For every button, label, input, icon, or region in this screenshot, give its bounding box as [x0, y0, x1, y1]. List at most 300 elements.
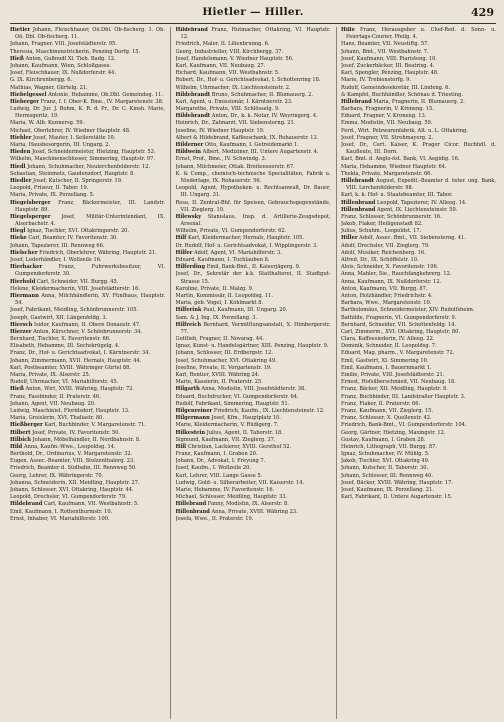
directory-entry — [341, 178, 496, 192]
directory-entry — [341, 200, 496, 207]
entry-details: Otto, Kaufmann, I. Getreidemarkt 1. — [204, 142, 299, 148]
directory-entry — [341, 408, 496, 415]
directory-entry — [10, 343, 165, 350]
entry-details: Josefa, Wwe., II. Praterstr. 19. — [175, 515, 254, 522]
entry-details: Leopold, Tapezierer, IV. Alleeg. 14. — [377, 199, 467, 206]
entry-surname: Hiebelgessel — [10, 91, 47, 98]
directory-entry — [176, 99, 331, 106]
entry-surname: Hilbich — [10, 436, 31, 443]
entry-details: Adolf, Drechsler, VII. Zieglerg. 79. — [341, 242, 430, 249]
directory-entry — [10, 171, 165, 178]
entry-details: Rudolf, Gemeindesekretär, III. Lindeng. 6. — [341, 84, 450, 91]
directory-entry — [10, 408, 165, 415]
directory-entry — [341, 451, 496, 458]
directory-entry — [341, 63, 496, 70]
entry-details: Marie, Kleidermacherin, V. Rüdigerg. 7. — [175, 422, 279, 429]
entry-surname: Hillebrandt — [341, 177, 375, 184]
directory-entry — [341, 494, 496, 501]
directory-columns — [10, 27, 496, 719]
directory-entry — [341, 386, 496, 393]
entry-details: Josef, Kaufmann, VIII. Piaristeng. 10. — [341, 55, 438, 62]
entry-details: Bernhard, Tischler, X. Favoritenstr. 66. — [10, 336, 111, 343]
entry-details: Anton, Dr., k. k. Notar, IV. Weyringerg. 4. — [211, 113, 318, 120]
entry-details: Josef, Kaufmann, IX. Porzellang. 21. — [341, 487, 434, 493]
entry-surname: Hilbert — [10, 429, 31, 436]
directory-entry — [10, 365, 165, 372]
entry-details: Georg, Gärtner, Hietzing, Maxingstr. 12. — [341, 429, 446, 436]
entry-surname: Hilferding — [175, 264, 206, 271]
directory-entry — [176, 49, 331, 56]
directory-entry — [176, 250, 331, 257]
entry-details: Anton, Holzhändler, Friedrichstr. 4. — [341, 292, 433, 299]
directory-entry — [10, 307, 165, 314]
entry-surname: Hierhacker — [10, 264, 43, 271]
directory-column-3 — [341, 27, 496, 719]
entry-details: Friedrich, Maler, II. Lilienbrunng. 6. — [175, 41, 270, 48]
directory-entry — [10, 279, 165, 286]
directory-entry — [10, 128, 165, 135]
entry-details: Marie, Kassierin, II. Praterstr. 25. — [175, 379, 263, 386]
entry-details: Dr. Rudolf, Hof- u. Gerichtsadvokat, I. Wipplingerstr. 3. — [175, 242, 318, 249]
entry-details: Anton, Wirt, XVIII. Währing, Hauptstr. 72. — [25, 386, 135, 393]
entry-details: Josef, Fabrikant, Meidling, Schönbrunnerstr. 105. — [10, 307, 139, 314]
entry-details: Maria, W. Alb. Kunnersg. 59. — [10, 120, 85, 127]
directory-entry — [10, 149, 165, 156]
directory-entry — [176, 243, 331, 250]
entry-details: Karl, Bmt. d. Anglo-öst. Bank, VI. Aegidig. 16. — [341, 156, 460, 163]
entry-details: Heinrich, Lithograph, VII. Burgg. 87. — [341, 443, 437, 450]
directory-entry — [341, 350, 496, 357]
entry-details: Leopold, Drechsler, VI. Gumpendorferstr. 79. — [10, 494, 127, 501]
directory-entry — [10, 92, 165, 99]
directory-entry — [10, 415, 165, 422]
directory-entry — [10, 516, 165, 523]
directory-entry — [176, 300, 331, 307]
directory-entry — [176, 415, 331, 422]
entry-details: Josef, Handelsmann, V. Wiedner Hauptstr. 56. — [175, 55, 294, 62]
entry-details: Johann, Kutscher, II. Taborstr. 30. — [341, 465, 429, 472]
entry-surname: Hillenbrand — [341, 199, 376, 206]
directory-entry — [341, 422, 496, 429]
entry-details: Franz, Fiaker, II. Praterstr. 66. — [341, 400, 421, 407]
entry-details: Franz, Schlosser, Schönbrunnerstr. 16. — [341, 213, 442, 220]
entry-details: Jakob, Fiaker, Heiligenstadt 82. — [341, 221, 423, 228]
entry-surname: Hillebrand — [175, 501, 207, 508]
directory-entry — [341, 171, 496, 178]
entry-details: Maria, Private, IX. Alserstr. 25. — [10, 372, 91, 378]
entry-details: Eugen, Assec.-Beamter, VIII. Stolzenthalerg. 23. — [10, 458, 135, 465]
entry-details: Ludwig, Gold- u. Silberarbeiter, VII. Kaiserstr. 14. — [175, 479, 305, 486]
directory-entry — [176, 430, 331, 437]
entry-details: Rosa, II. Zentral-Bhf. für Speisen, Gebrauchsgegenstände, VII. Zieglerg. 10. — [175, 199, 331, 213]
entry-details: Josef, Schneidermeister, Hietzing, Hauptstr. 53. — [32, 149, 156, 156]
entry-surname: Hietler — [10, 27, 31, 33]
entry-details: K. & Comp., chemisch-technische Specialitäten, Fabrik u. Niederlage, IX. Rohauerstr. 56. — [175, 170, 331, 184]
directory-entry — [341, 214, 496, 221]
directory-entry — [341, 156, 496, 163]
directory-entry — [341, 250, 496, 257]
directory-entry — [341, 430, 496, 437]
directory-entry — [176, 458, 331, 465]
entry-surname: Hieke — [10, 235, 27, 242]
directory-entry — [10, 350, 165, 357]
entry-details: Bathilde, Fragnerin, VI. Gumpendorferstr. 9. — [341, 314, 457, 321]
directory-entry — [341, 322, 496, 329]
entry-details: Karl, Kaufmann, VII. Neubaug. 27. — [175, 62, 266, 69]
entry-details: Franz, Hutmacher, Ottakring, VI. Hauptstr. 12. — [180, 27, 331, 41]
entry-details: Dominik, Schneider, II. Leopoldsg. 7. — [341, 343, 437, 350]
entry-details: Robert, Dr., Hof- u. Gerichtsadvokat, I. Schottenring 18. — [175, 77, 321, 84]
directory-entry — [176, 444, 331, 451]
directory-entry — [10, 329, 165, 336]
entry-details: Johann, Dr., Advokat, I. Freyung 7. — [175, 458, 266, 465]
entry-surname: Hieberger — [10, 98, 39, 105]
directory-entry — [176, 27, 331, 41]
directory-entry — [10, 487, 165, 494]
entry-surname: Hilfreich — [175, 321, 202, 328]
directory-entry — [10, 235, 165, 242]
entry-details: Johann, Kaufmann, Wien, Schloßgasse. — [10, 62, 112, 69]
entry-details: Johanna, Schneiderin, XII. Meidling, Hauptstr. 27. — [10, 479, 140, 486]
entry-details: Thekla, Private, Margaretenstr. 66. — [341, 170, 433, 177]
directory-entry — [10, 379, 165, 386]
directory-entry — [10, 192, 165, 199]
directory-entry — [10, 293, 165, 307]
entry-surname: Hilferink — [175, 307, 202, 314]
entry-surname: Hieß — [10, 386, 24, 393]
directory-entry — [176, 63, 331, 70]
entry-details: Eduard, Kaufmann, I. Tuchlauben 8. — [175, 257, 270, 263]
directory-entry — [341, 480, 496, 487]
directory-entry — [176, 509, 331, 516]
directory-entry — [341, 113, 496, 120]
entry-details: Johann, Fragner. VIII. Josefstädterstr. 95. — [10, 41, 117, 48]
directory-entry — [341, 329, 496, 336]
entry-surname: Hiedl — [10, 163, 26, 170]
directory-entry — [10, 336, 165, 343]
directory-entry — [10, 228, 165, 235]
entry-details: Karl, Kleidermacher, Hernals, Hauptstr. 105. — [188, 235, 304, 242]
entry-surname: Hilderner — [175, 142, 204, 148]
directory-entry — [176, 408, 331, 415]
directory-entry — [176, 85, 331, 92]
entry-details: Franz, Buchbinder, III. Landstraßer Hauptstr. 3. — [341, 393, 466, 400]
entry-details: Carl, Kaufmann, VII. Westbahnstr. 5. — [43, 501, 139, 508]
directory-entry — [341, 271, 496, 278]
directory-entry — [341, 365, 496, 372]
page-number: 429 — [471, 6, 494, 19]
directory-entry — [10, 451, 165, 458]
entry-details: Karl, Spengler, Penzing, Hauptstr. 48. — [341, 70, 439, 77]
entry-details: Friedrich, Beamter d. Südbahn, III. Rennweg 50. — [10, 465, 137, 472]
directory-entry — [10, 243, 165, 250]
entry-surname: Hilewsky — [175, 213, 202, 220]
entry-details: Adolf, Assec. Bmt., VII. Siebensterng. 41. — [359, 235, 466, 242]
entry-details: Barbara, Fragnerin, V. Kroneng. 15. — [341, 106, 434, 113]
entry-details: Clara, Kaffeesiederin, IV. Alleeg. 22. — [341, 336, 435, 343]
entry-details: Johann, Bmt., VII. Westbahnstr. 7. — [341, 48, 429, 55]
directory-entry — [10, 394, 165, 401]
entry-details: Berthold, Dr., Ordinarius, V. Margaretenstr. 32. — [10, 451, 133, 458]
entry-details: Anna, Milchhändlerin, XV. Fünfhaus, Hauptstr. 54. — [15, 292, 165, 307]
directory-entry — [10, 63, 165, 70]
directory-entry — [341, 358, 496, 365]
entry-details: Emil, Kaufmann, I. Rothenthurmstr. 10. — [10, 508, 113, 515]
entry-details: Ludwig, Maschinist, Floridsdorf, Hauptstr. 13. — [10, 407, 130, 414]
directory-entry — [341, 49, 496, 56]
directory-entry — [10, 322, 165, 329]
directory-entry — [10, 480, 165, 487]
entry-details: Sam. & J. Ing. IX. Porzellang. 3. — [175, 314, 258, 321]
directory-entry — [176, 350, 331, 357]
entry-surname: Hillenbrand — [341, 206, 376, 213]
entry-details: Agent, IX. Liechtensteinstr. 50. — [377, 206, 458, 213]
entry-surname: Hieß — [10, 55, 24, 62]
entry-details: Michael, Oberlehrer, IV. Wiedner Hauptstr. 48. — [10, 127, 131, 134]
directory-entry — [176, 293, 331, 300]
directory-entry — [341, 372, 496, 379]
entry-details: Karl, Postbeamter, XVIII. Währinger Gürtel 88. — [10, 364, 131, 371]
directory-entry — [176, 128, 331, 135]
directory-entry — [176, 336, 331, 343]
entry-details: Eduard, Fragner, V. Kroneng. 13. — [341, 113, 427, 120]
directory-entry — [10, 372, 165, 379]
entry-details: Karl, Rentier, XVIII. Währing 24. — [175, 372, 260, 378]
column-divider — [170, 27, 171, 719]
directory-entry — [176, 41, 331, 48]
entry-details: Josef, Lederhändler, I. Wollzeile 16. — [10, 257, 102, 263]
entry-details: Sebastian, Steinmetz, Gaudenzdorf, Hauptstr. 8. — [10, 170, 135, 177]
directory-entry — [341, 77, 496, 84]
entry-details: Anna, Modistin, VIII. Josefstädterstr. 38. — [201, 386, 306, 393]
entry-details: Emil, Gastwirt, XI. Simmering 10. — [341, 357, 429, 364]
directory-entry — [341, 315, 496, 322]
entry-details: Julius, Agent, II. Taborstr. 18. — [206, 429, 283, 436]
entry-details: Johann, Milchmeier, Ottak. Breitenseerstr. 67. — [175, 163, 295, 170]
directory-entry — [176, 365, 331, 372]
directory-entry — [341, 207, 496, 214]
entry-details: Franz, Schlosser, X. Quellenstr. 42. — [341, 415, 432, 422]
directory-entry — [10, 156, 165, 163]
entry-details: Wilhelm, Private, VI. Gumpendorferstr. 62. — [175, 228, 287, 235]
directory-entry — [10, 164, 165, 171]
directory-entry — [10, 465, 165, 472]
entry-details: Wilhelm, Maschinenschlosser, Simmering, Hauptstr. 97. — [10, 156, 155, 163]
directory-entry — [341, 264, 496, 271]
directory-entry — [341, 70, 496, 77]
directory-entry — [10, 99, 165, 106]
entry-details: Franz, Kaufmann, I. Graben 20. — [175, 451, 258, 458]
entry-details: Julius, Schuhm., Leopoldst. 17. — [341, 228, 422, 235]
directory-entry — [10, 257, 165, 264]
entry-details: Christian, Lackierer, XVIII. Gersthof 52. — [187, 443, 292, 450]
entry-details: Paul, Kaufmann, III. Ungarg. 20. — [203, 307, 288, 314]
directory-entry — [341, 379, 496, 386]
directory-entry — [341, 401, 496, 408]
directory-entry — [10, 178, 165, 185]
entry-details: Karoline, Private, II. Malzg. 9. — [175, 285, 254, 292]
directory-entry — [176, 307, 331, 314]
entry-surname: Hille — [341, 27, 355, 33]
entry-surname: Hillenbrand — [175, 508, 210, 515]
entry-details: Franz, Kaufmann, VII. Zieglerg. 15. — [341, 407, 433, 414]
entry-surname: Hildebrand — [10, 501, 43, 508]
directory-entry — [10, 49, 165, 56]
entry-surname: Hiller — [341, 235, 358, 242]
directory-entry — [10, 386, 165, 393]
directory-entry — [341, 106, 496, 113]
entry-details: Franz, Bäcker, XII. Meidling, Hauptstr. 8. — [341, 386, 448, 393]
directory-column-1 — [10, 27, 165, 719]
directory-entry — [341, 120, 496, 127]
entry-details: Maria, Private, IX. Porzellang. 5. — [10, 192, 95, 199]
entry-surname: Hieden — [10, 149, 31, 156]
directory-entry — [341, 437, 496, 444]
directory-entry — [341, 27, 496, 41]
directory-entry — [10, 422, 165, 429]
directory-entry — [176, 473, 331, 480]
directory-entry — [176, 92, 331, 99]
entry-details: Emil, Kaufmann, I. Bauernmarkt 1. — [341, 364, 432, 371]
entry-details: Elisabeth, Hebamme, III. Sechskrügelg. 4. — [10, 343, 120, 350]
entry-details: Anna, Kaufmann, IX. Nußdorferstr. 12. — [341, 278, 442, 285]
entry-surname: Hiedler — [10, 177, 32, 184]
entry-details: Ignaz, Kunst- u. Handelsgärtner, XIII. Penzing, Hauptstr. 9. — [175, 343, 329, 350]
directory-entry — [341, 135, 496, 142]
entry-surname: Hierhold — [10, 278, 36, 285]
directory-entry — [176, 386, 331, 393]
entry-details: Anna, Kaufm.-Wwe., Leopoldsg. 14. — [23, 443, 116, 450]
directory-entry — [341, 286, 496, 293]
entry-details: Karl, k. k. Hof- u. Staatsbeamter, III. Tabor. — [341, 192, 453, 199]
directory-entry — [10, 509, 165, 516]
column-divider — [336, 27, 337, 719]
directory-entry — [176, 501, 331, 508]
directory-entry — [10, 315, 165, 322]
entry-details: Johann, Tapezierer, III. Rennweg 66. — [10, 242, 105, 249]
directory-entry — [341, 458, 496, 465]
entry-details: Adolf, Musiker, Reichenberg. 16. — [341, 249, 426, 256]
directory-entry — [176, 343, 331, 350]
entry-details: Friedrich, Oberlehrer, Währing, Hauptstr. 21. — [39, 249, 157, 256]
directory-entry — [10, 494, 165, 501]
directory-entry — [341, 243, 496, 250]
entry-details: Josefine, Private, II. Vorgartenstr. 19. — [175, 364, 272, 371]
entry-details: Carl, Zimmerm., XVI. Ottakring, Hauptstr. 80. — [341, 328, 460, 335]
directory-entry — [341, 85, 496, 92]
entry-details: Antonie, Hebamme, Ob.Dbl. Gemeindeg. 11. — [48, 91, 163, 98]
directory-entry — [176, 185, 331, 199]
entry-details: Josef, Militär-Unterintendant, IX. Alserbachstr. 4. — [15, 213, 165, 228]
directory-entry — [176, 142, 331, 149]
entry-details: Anna, Mahler, Sie., Rauchfangkehrerg. 12. — [341, 271, 452, 278]
directory-entry — [176, 358, 331, 365]
entry-details: Maria, Greislerin, XVI. Thaliastr. 80. — [10, 415, 105, 422]
entry-surname: Hilgermann — [175, 415, 210, 422]
directory-entry — [341, 415, 496, 422]
directory-entry — [176, 149, 331, 156]
directory-entry — [10, 214, 165, 228]
entry-surname: Hiegelsberger — [10, 199, 51, 206]
entry-details: Carl, Schneider, VII. Burgg. 45. — [36, 278, 119, 285]
directory-entry — [176, 465, 331, 472]
entry-surname: Hillebrand — [341, 98, 372, 105]
entry-details: Mathias, Wagner, Gürtelg. 21. — [10, 84, 88, 91]
directory-entry — [176, 394, 331, 401]
directory-entry — [10, 142, 165, 149]
directory-entry — [176, 120, 331, 127]
entry-details: Josef, Dr., Cert. Kaiser, K. Prager Cicor. Buchhdl. d. Kaufleute, III. Dorn. — [341, 142, 496, 156]
entry-details: Franz, Fuhrwerksbesitzer, VI. Gumpendorferstr. 30. — [15, 264, 165, 278]
directory-entry — [10, 437, 165, 444]
entry-details: Josef, Dr., Sekretär der k.k. Statthalterei, II. Stadtgut-Strasse 15. — [175, 271, 331, 285]
directory-entry — [341, 394, 496, 401]
entry-details: Josef, Fleischhauer, IX. Nußdorferstr. 44. — [10, 70, 116, 77]
directory-entry — [10, 473, 165, 480]
entry-details: Emil, Bank-Bmt., II. Kaiserjägerg. 9. — [206, 264, 301, 271]
directory-entry — [341, 307, 496, 314]
directory-entry — [341, 41, 496, 48]
entry-surname: Hild — [10, 443, 23, 450]
directory-entry — [341, 487, 496, 494]
entry-details: Georg, Industrieller, VIII. Kirchbergg. 37. — [175, 48, 284, 55]
entry-surname: Hiermann — [10, 292, 39, 299]
directory-entry — [176, 235, 331, 242]
directory-entry — [176, 480, 331, 487]
entry-details: Josef, Schuhmacher, XVI. Ottakring 49. — [175, 357, 277, 364]
entry-surname: Hilfer — [175, 249, 193, 256]
directory-entry — [176, 70, 331, 77]
entry-details: Josef, Fragner, VII. Strohmayerg. 2. — [341, 134, 434, 141]
entry-details: Karl, Lehrer, VIII. Lange Gasse 5. — [175, 472, 263, 479]
entry-details: Alois, Schneider, X. Favoritenstr. 106. — [341, 264, 439, 271]
directory-entry — [176, 315, 331, 322]
entry-details: Ferd., Wirt. Pelzwarenfabrik, Alt. u. L. Ottakring. — [341, 127, 468, 134]
entry-details: Franz, Fassbinder, II. Praterstr. 46. — [10, 393, 101, 400]
entry-details: Barbara, Wwe., Margaretenstr. 10. — [341, 300, 432, 307]
entry-surname: Hilgenreiner — [175, 407, 213, 414]
entry-surname: Hill — [175, 443, 187, 450]
entry-details: Eduard, Buchdrucker, VI. Gumpendorferstr. 64. — [175, 393, 299, 400]
entry-details: Ignaz, Tischler, XVI. Ottakringerstr. 20. — [27, 228, 130, 235]
entry-details: Joseph, Gastwirt, XII. Längenfeldg. 3. — [10, 314, 108, 321]
entry-details: Franz, Herausgeber u. Chef-Red. d. Sonn- u. Feiertags-Courier, Pfeilg. 4. — [346, 27, 496, 41]
directory-entry — [341, 92, 496, 99]
entry-details: Karl, Agent, u. Emissionär, I. Kärntnerstr. 23. — [175, 98, 293, 105]
page-title: Hietler — Hiller. — [202, 6, 304, 18]
directory-entry — [341, 473, 496, 480]
entry-details: Johann, Möbelhändler, II. Nordbahnstr. 8. — [32, 436, 141, 443]
page-header — [10, 6, 496, 24]
entry-details: Bernhard, Vermittlungsanstalt, X. Himbergerstr. 77. — [180, 321, 331, 335]
directory-entry — [176, 228, 331, 235]
entry-details: Ernest, Hofsilberschmied, VII. Neubaug. 18. — [341, 379, 456, 386]
entry-details: Johann, Agent, VII. Neubaug. 20. — [10, 400, 96, 407]
entry-surname: Hildebrandt — [175, 91, 211, 98]
directory-entry — [176, 135, 331, 142]
entry-details: Josef, Kaufm., I. Wollzeile 20. — [175, 465, 252, 472]
entry-details: Johann, Schlosser, XVI. Ottakring, Hauptstr. 44. — [10, 487, 134, 493]
entry-details: Fanny, Modistin, IX. Alserstr. 8. — [207, 501, 289, 508]
directory-entry — [176, 422, 331, 429]
entry-details: Stanislaus, Insp. d. Artillerie-Zeugsdepot, Arsenal. — [180, 213, 331, 228]
entry-details: August, Expedit.-Beamter d. öster. ung. Bank, VIII. Lerchenfelderstr. 98. — [346, 177, 496, 192]
directory-entry — [176, 171, 331, 185]
entry-details: Maria, Fragnerin, II. Blumauerg. 2. — [373, 98, 465, 105]
entry-details: Hans, Beamter, VII. Neustiftg. 57. — [341, 41, 429, 48]
entry-details: Georg, Lehrer, IX. Währingerstr. 70. — [10, 472, 104, 479]
entry-details: Rudolf, Fabrikant, Simmering, Hauptstr. 51. — [175, 400, 290, 407]
